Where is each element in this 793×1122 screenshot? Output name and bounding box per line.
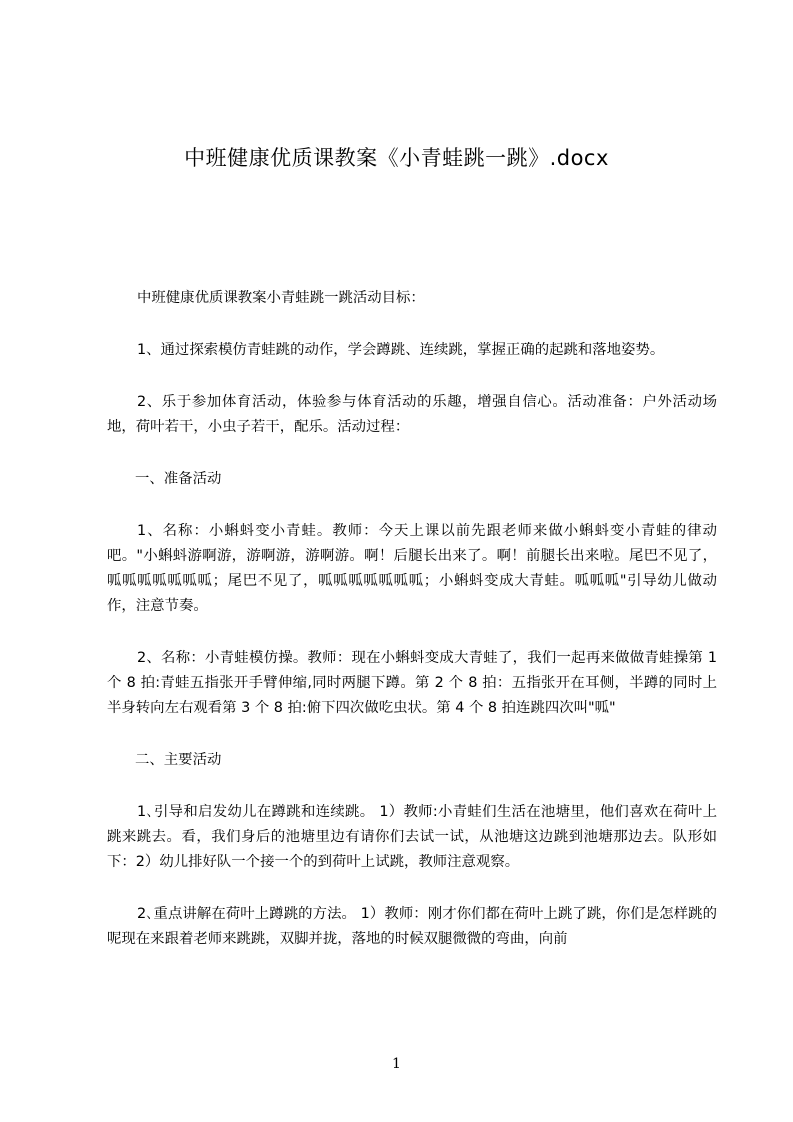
paragraph-warmup-1: 1、名称：小蝌蚪变小青蛙。教师：今天上课以前先跟老师来做小蝌蚪变小青蛙的律动吧。"小蝌蚪游啊游，游啊游，游啊游。啊！后腿长出来了。啊！前腿长出来啦。尾巴不见了，呱呱呱呱呱呱呱；尾巴不见了，呱呱呱呱呱呱呱；小蝌蚪变成大青蛙。呱呱呱"引导幼儿做动作，注意节奏。 [107, 523, 717, 614]
paragraph-main-2: 2､重点讲解在荷叶上蹲跳的方法。 1）教师：刚才你们都在荷叶上跳了跳，你们是怎样跳的呢现在来跟着老师来跳跳，双脚并拢，落地的时候双腿微微的弯曲，向前 [107, 906, 717, 947]
paragraph-objective-1: 1、通过探索模仿青蛙跳的动作，学会蹲跳、连续跳，掌握正确的起跳和落地姿势。 [137, 342, 665, 358]
section-heading-warmup: 一、准备活动 [135, 471, 222, 487]
document-body [107, 286, 717, 979]
section-heading-main: 二、主要活动 [135, 752, 222, 768]
paragraph-main-1: 1､引导和启发幼儿在蹲跳和连续跳。 1）教师:小青蛙们生活在池塘里，他们喜欢在荷叶上跳来跳去。看，我们身后的池塘里边有请你们去试一试，从池塘这边跳到池塘那边去。队形如下：2）幼儿排好队一个接一个的到荷叶上试跳，教师注意观察。 [107, 804, 717, 870]
paragraph-warmup-2: 2、名称：小青蛙模仿操。教师：现在小蝌蚪变成大青蛙了，我们一起再来做做青蛙操第 1 个 8 拍:青蛙五指张开手臂伸缩,同时两腿下蹲。第 2 个 8 拍：五指张开在耳侧，半蹲的同时上半身转向左右观看第 3 个 8 拍:俯下四次做吃虫状。第 4 个 8 拍连跳四次叫"呱" [107, 650, 717, 716]
paragraph-objective-2: 2、乐于参加体育活动，体验参与体育活动的乐趣，增强自信心。活动准备：户外活动场地，荷叶若干，小虫子若干，配乐。活动过程： [107, 394, 717, 435]
document-title: 中班健康优质课教案《小青蛙跳一跳》.docx [184, 146, 609, 170]
paragraph-objectives-heading: 中班健康优质课教案小青蛙跳一跳活动目标： [137, 290, 425, 306]
page-number: 1 [392, 1056, 401, 1072]
